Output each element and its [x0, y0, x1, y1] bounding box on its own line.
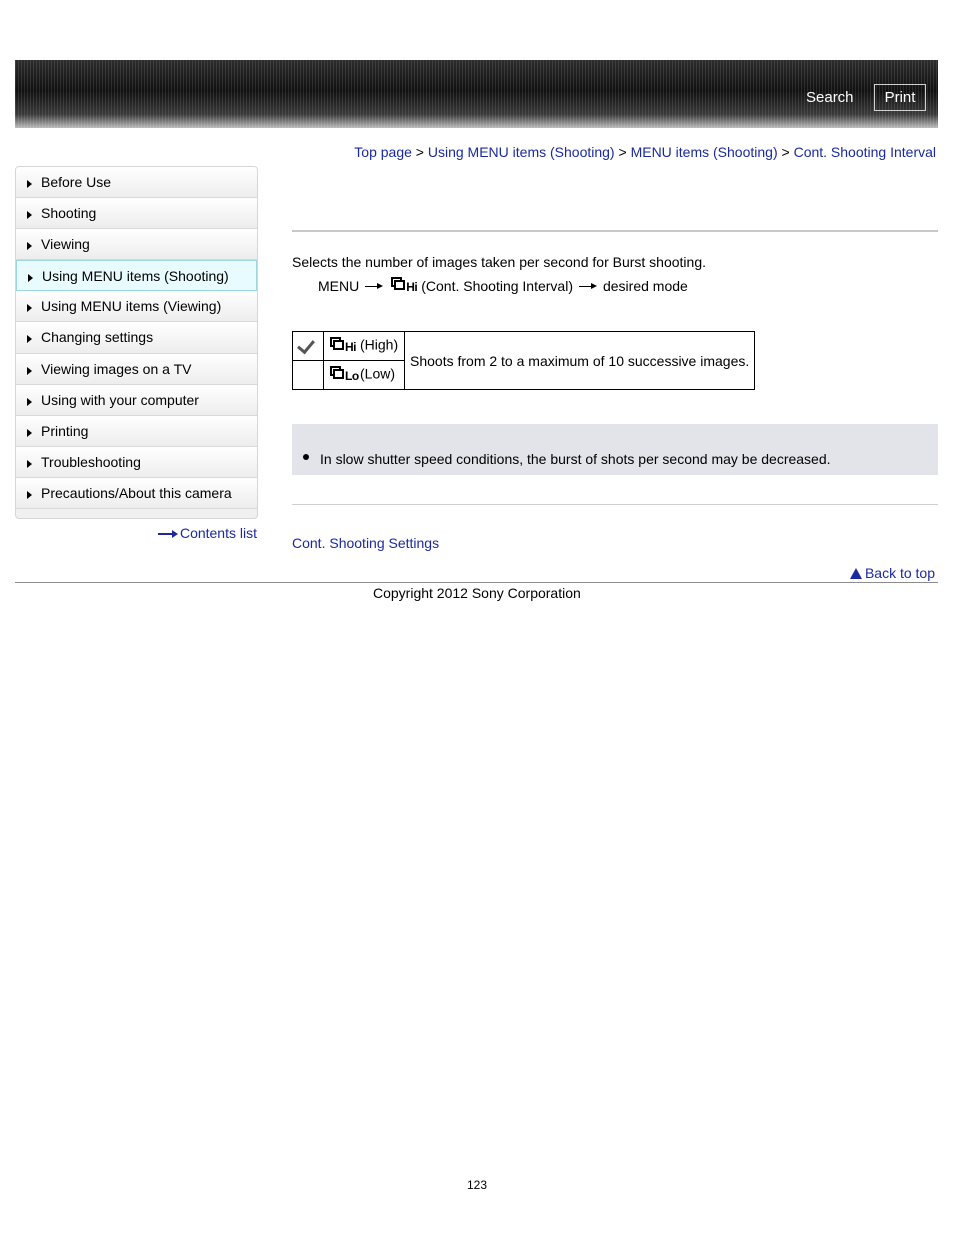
sidebar [15, 166, 258, 519]
contents-list-label: Contents list [179, 525, 257, 541]
sidebar-item-before-use[interactable] [16, 167, 257, 198]
divider [292, 504, 938, 505]
note-box [292, 424, 938, 475]
arrow-right-icon [27, 180, 32, 188]
arrow-right-icon [158, 530, 178, 538]
divider [292, 230, 938, 232]
icon-label-hi: Hi [345, 340, 356, 354]
modes-description: Shoots from 2 to a maximum of 10 successive images. [405, 332, 755, 390]
mode-high-cell [324, 332, 405, 361]
footer-divider [15, 582, 938, 583]
arrow-right-icon [27, 242, 32, 250]
arrow-right-icon [28, 274, 33, 282]
triangle-up-icon [850, 568, 862, 579]
contents-list-link[interactable] [158, 525, 257, 541]
sidebar-item-label: Troubleshooting [41, 453, 141, 470]
note-text: In slow shutter speed conditions, the burst of shots per second may be decreased. [320, 451, 831, 467]
related-link-cont-shooting-settings[interactable]: Cont. Shooting Settings [292, 535, 440, 551]
arrow-right-icon [27, 429, 32, 437]
breadcrumb-top-page[interactable]: Top page [354, 144, 412, 160]
unselected-cell [293, 361, 324, 390]
breadcrumb-current-page[interactable]: Cont. Shooting Interval [793, 144, 936, 160]
page-number: 123 [467, 1178, 488, 1192]
modes-table [292, 331, 755, 390]
sidebar-item-viewing-on-tv[interactable] [16, 354, 257, 385]
sidebar-item-label: Before Use [41, 174, 112, 190]
sidebar-item-label: Viewing images on a TV [41, 360, 192, 377]
breadcrumb-separator: > [415, 144, 424, 160]
icon-label-hi: Hi [406, 280, 418, 294]
sidebar-item-label: Changing settings [41, 329, 154, 346]
sidebar-item-viewing[interactable] [16, 229, 257, 260]
search-link[interactable]: Search [806, 89, 854, 106]
sidebar-item-using-menu-viewing[interactable] [16, 291, 257, 322]
arrow-right-icon [27, 211, 32, 219]
checkmark-icon [298, 337, 318, 353]
copyright: Copyright 2012 Sony Corporation [373, 585, 581, 601]
arrow-right-icon [27, 491, 32, 499]
breadcrumb-separator: > [781, 144, 790, 160]
cont-shooting-hi-icon [389, 276, 421, 296]
sidebar-item-label: Using MENU items (Shooting) [42, 268, 229, 285]
back-to-top-label: Back to top [864, 565, 935, 581]
sidebar-item-shooting[interactable] [16, 198, 257, 229]
sidebar-item-label: Precautions/About this camera [41, 484, 232, 501]
sidebar-item-troubleshooting[interactable] [16, 447, 257, 478]
sidebar-item-changing-settings[interactable] [16, 322, 257, 353]
breadcrumb-menu-items-shooting[interactable]: MENU items (Shooting) [630, 144, 778, 160]
breadcrumb-separator: > [618, 144, 627, 160]
sidebar-item-label: Viewing [41, 236, 90, 253]
breadcrumb [354, 144, 936, 160]
sidebar-item-label: Using with your computer [41, 391, 199, 408]
arrow-right-icon [27, 460, 32, 468]
sidebar-item-using-menu-shooting[interactable] [16, 260, 257, 291]
arrow-right-icon [579, 282, 597, 290]
selected-cell [293, 332, 324, 361]
header-bar [15, 60, 938, 128]
icon-label-lo: Lo [345, 369, 359, 383]
sidebar-item-label: Using MENU items (Viewing) [41, 298, 222, 315]
page-description: Selects the number of images taken per second for Burst shooting. [292, 254, 707, 270]
sidebar-item-label: Printing [41, 422, 89, 439]
cont-shooting-lo-icon [328, 365, 360, 385]
mode-low-cell [324, 361, 405, 390]
back-to-top-link[interactable] [850, 565, 935, 581]
sidebar-item-precautions[interactable] [16, 478, 257, 509]
arrow-right-icon [27, 335, 32, 343]
arrow-right-icon [27, 367, 32, 375]
table-row [293, 332, 755, 361]
menu-path-setting: (Cont. Shooting Interval) [421, 278, 573, 294]
bullet-icon [303, 454, 309, 460]
breadcrumb-using-menu-shooting[interactable]: Using MENU items (Shooting) [427, 144, 615, 160]
menu-path-menu: MENU [318, 278, 360, 294]
arrow-right-icon [365, 282, 383, 290]
mode-label: (Low) [360, 365, 396, 382]
arrow-right-icon [27, 304, 32, 312]
sidebar-item-printing[interactable] [16, 416, 257, 447]
sidebar-item-label: Shooting [41, 205, 97, 222]
sidebar-item-using-computer[interactable] [16, 385, 257, 416]
mode-label: (High) [360, 336, 399, 353]
print-button[interactable]: Print [874, 84, 926, 111]
cont-shooting-hi-icon [328, 336, 360, 356]
arrow-right-icon [27, 398, 32, 406]
menu-path [318, 276, 688, 296]
menu-path-target: desired mode [602, 278, 688, 294]
